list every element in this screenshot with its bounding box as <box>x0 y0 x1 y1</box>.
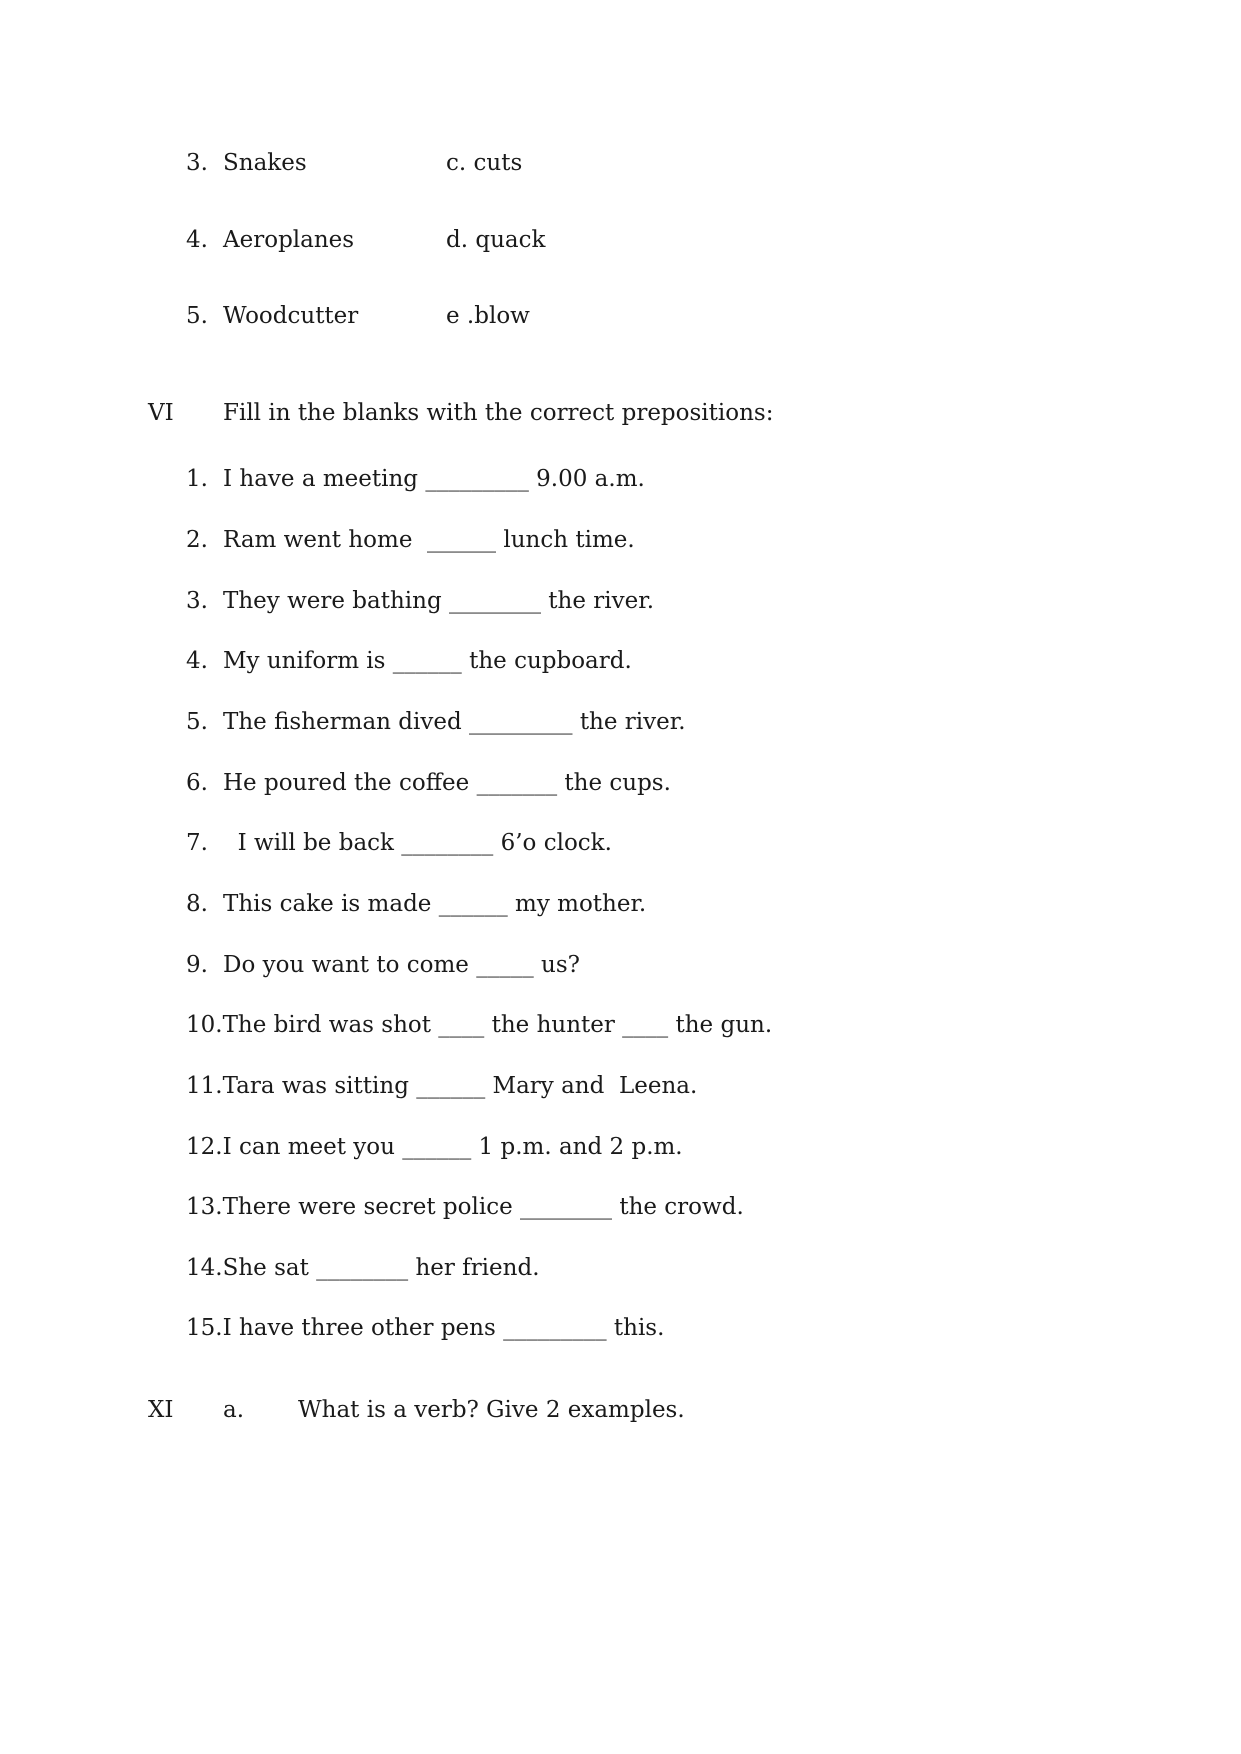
matching-left-term: Woodcutter <box>223 303 359 329</box>
exercise-sentence: 15.I have three other pens _________ this. <box>186 1315 665 1341</box>
matching-left-term: Snakes <box>223 150 307 176</box>
exercise-sentence: 11.Tara was sitting ______ Mary and Leena. <box>186 1073 698 1099</box>
matching-number: 4. <box>186 227 208 253</box>
question-letter: a. <box>223 1397 245 1423</box>
exercise-number: 5. <box>186 709 208 735</box>
exercise-sentence: My uniform is ______ the cupboard. <box>223 648 632 674</box>
question-text: What is a verb? Give 2 examples. <box>298 1397 685 1423</box>
exercise-sentence: He poured the coffee _______ the cups. <box>223 770 671 796</box>
exercise-sentence: I have a meeting _________ 9.00 a.m. <box>223 466 645 492</box>
exercise-number: 2. <box>186 527 208 553</box>
exercise-number: 9. <box>186 952 208 978</box>
section-number: XI <box>148 1397 174 1423</box>
exercise-sentence: 14.She sat ________ her friend. <box>186 1255 540 1281</box>
exercise-number: 3. <box>186 588 208 614</box>
exercise-sentence: 10.The bird was shot ____ the hunter ____ the gun. <box>186 1012 773 1038</box>
exercise-number: 6. <box>186 770 208 796</box>
exercise-number: 1. <box>186 466 208 492</box>
exercise-sentence: They were bathing ________ the river. <box>223 588 655 614</box>
matching-left-term: Aeroplanes <box>223 227 355 253</box>
section-heading: Fill in the blanks with the correct prepositions: <box>223 400 774 426</box>
exercise-sentence: 13.There were secret police ________ the crowd. <box>186 1194 744 1220</box>
exercise-sentence: 12.I can meet you ______ 1 p.m. and 2 p.m. <box>186 1134 683 1160</box>
section-number: VI <box>148 400 174 426</box>
exercise-sentence: Ram went home ______ lunch time. <box>223 527 635 553</box>
matching-right-term: e .blow <box>446 303 530 329</box>
exercise-number: 8. <box>186 891 208 917</box>
matching-right-term: c. cuts <box>446 150 523 176</box>
exercise-sentence: I will be back ________ 6’o clock. <box>223 830 612 856</box>
matching-number: 5. <box>186 303 208 329</box>
exercise-number: 7. <box>186 830 208 856</box>
matching-right-term: d. quack <box>446 227 546 253</box>
matching-number: 3. <box>186 150 208 176</box>
exercise-number: 4. <box>186 648 208 674</box>
exercise-sentence: This cake is made ______ my mother. <box>223 891 647 917</box>
exercise-sentence: Do you want to come _____ us? <box>223 952 580 978</box>
exercise-sentence: The fisherman dived _________ the river. <box>223 709 686 735</box>
